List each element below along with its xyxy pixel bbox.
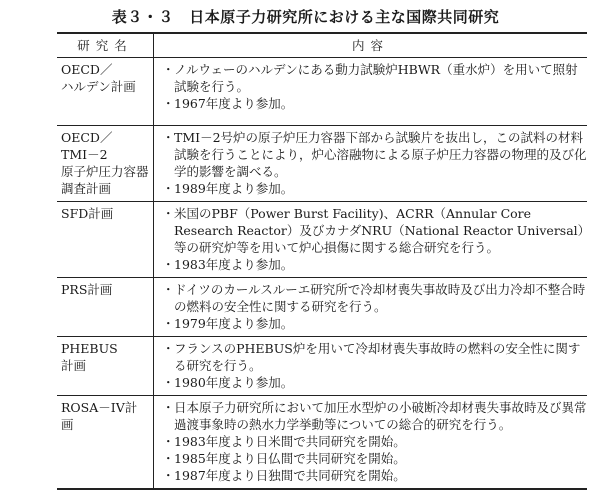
row-content-cell — [154, 337, 588, 396]
row-name-line: 画 — [61, 417, 74, 432]
content-item: ・ 日本原子力研究所において加圧水型炉の小破断冷却材喪失事故時及び異常過渡事象時の熱水力学挙動等についての総合的研究を行う。 — [162, 399, 587, 433]
row-name-cell — [57, 278, 154, 337]
table-row — [57, 337, 587, 396]
row-content-cell — [154, 126, 588, 202]
row-name-line: 調査計画 — [61, 181, 112, 196]
row-name-line: ハルデン計画 — [61, 79, 136, 94]
row-name-line: OECD／ — [61, 62, 113, 77]
row-name-line: SFD計画 — [61, 206, 114, 221]
content-item: ・ 1985年度より日仏間で共同研究を開始。 — [162, 450, 587, 467]
row-content-cell — [154, 202, 588, 278]
row-content-cell — [154, 278, 588, 337]
row-name-line: 原子炉圧力容器 — [61, 164, 149, 179]
page-title: 表３・３ 日本原子力研究所における主な国際共同研究 — [111, 8, 500, 26]
row-name-cell — [57, 126, 154, 202]
row-name-line: PRS計画 — [61, 282, 113, 297]
content-item: ・ 1989年度より参加。 — [162, 180, 587, 197]
row-name-cell — [57, 337, 154, 396]
header-name: 研究名 — [57, 33, 154, 58]
content-item: ・ 1980年度より参加。 — [162, 374, 587, 391]
header-content: 内容 — [154, 33, 588, 58]
table-row — [57, 58, 587, 126]
research-table — [57, 32, 587, 490]
table-row — [57, 278, 587, 337]
table-row — [57, 202, 587, 278]
content-item: ・ ドイツのカールスルーエ研究所で冷却材喪失事故時及び出力冷却不整合時の燃料の安全性に関する研究を行う。 — [162, 281, 587, 315]
content-item: ・ 1979年度より参加。 — [162, 315, 587, 332]
table-header-row — [57, 33, 587, 58]
row-content-cell — [154, 58, 588, 126]
content-item: ・ フランスのPHEBUS炉を用いて冷却材喪失事故時の燃料の安全性に関する研究を行う。 — [162, 340, 587, 374]
row-name-line: ROSA－IV計 — [61, 400, 138, 415]
row-name-cell — [57, 396, 154, 490]
table-row — [57, 396, 587, 490]
row-content-cell — [154, 396, 588, 490]
content-item: ・ ノルウェーのハルデンにある動力試験炉HBWR（重水炉）を用いて照射試験を行う。 — [162, 61, 587, 95]
content-item: ・ 米国のPBF（Power Burst Facility)、ACRR（Annular Core Research Reactor）及びカナダNRU（National Reactor Universal）等の研究炉等を用いて炉心損傷に関する総合研究を行う。 — [162, 205, 587, 256]
row-name-line: PHEBUS — [61, 341, 118, 356]
content-item: ・ 1983年度より日米間で共同研究を開始。 — [162, 433, 587, 450]
row-name-line: OECD／ — [61, 130, 113, 145]
row-name-line: 計画 — [61, 358, 87, 373]
row-name-line: TMI－2 — [61, 147, 108, 162]
content-item: ・ 1967年度より参加。 — [162, 95, 587, 112]
content-item: ・ 1987年度より日独間で共同研究を開始。 — [162, 467, 587, 484]
row-name-cell — [57, 58, 154, 126]
table-row — [57, 126, 587, 202]
content-item: ・ TMI－2号炉の原子炉圧力容器下部から試験片を抜出し，この試料の材料試験を行うことにより，炉心溶融物による原子炉圧力容器の物理的及び化学的影響を調べる。 — [162, 129, 587, 180]
row-name-cell — [57, 202, 154, 278]
content-item: ・ 1983年度より参加。 — [162, 256, 587, 273]
